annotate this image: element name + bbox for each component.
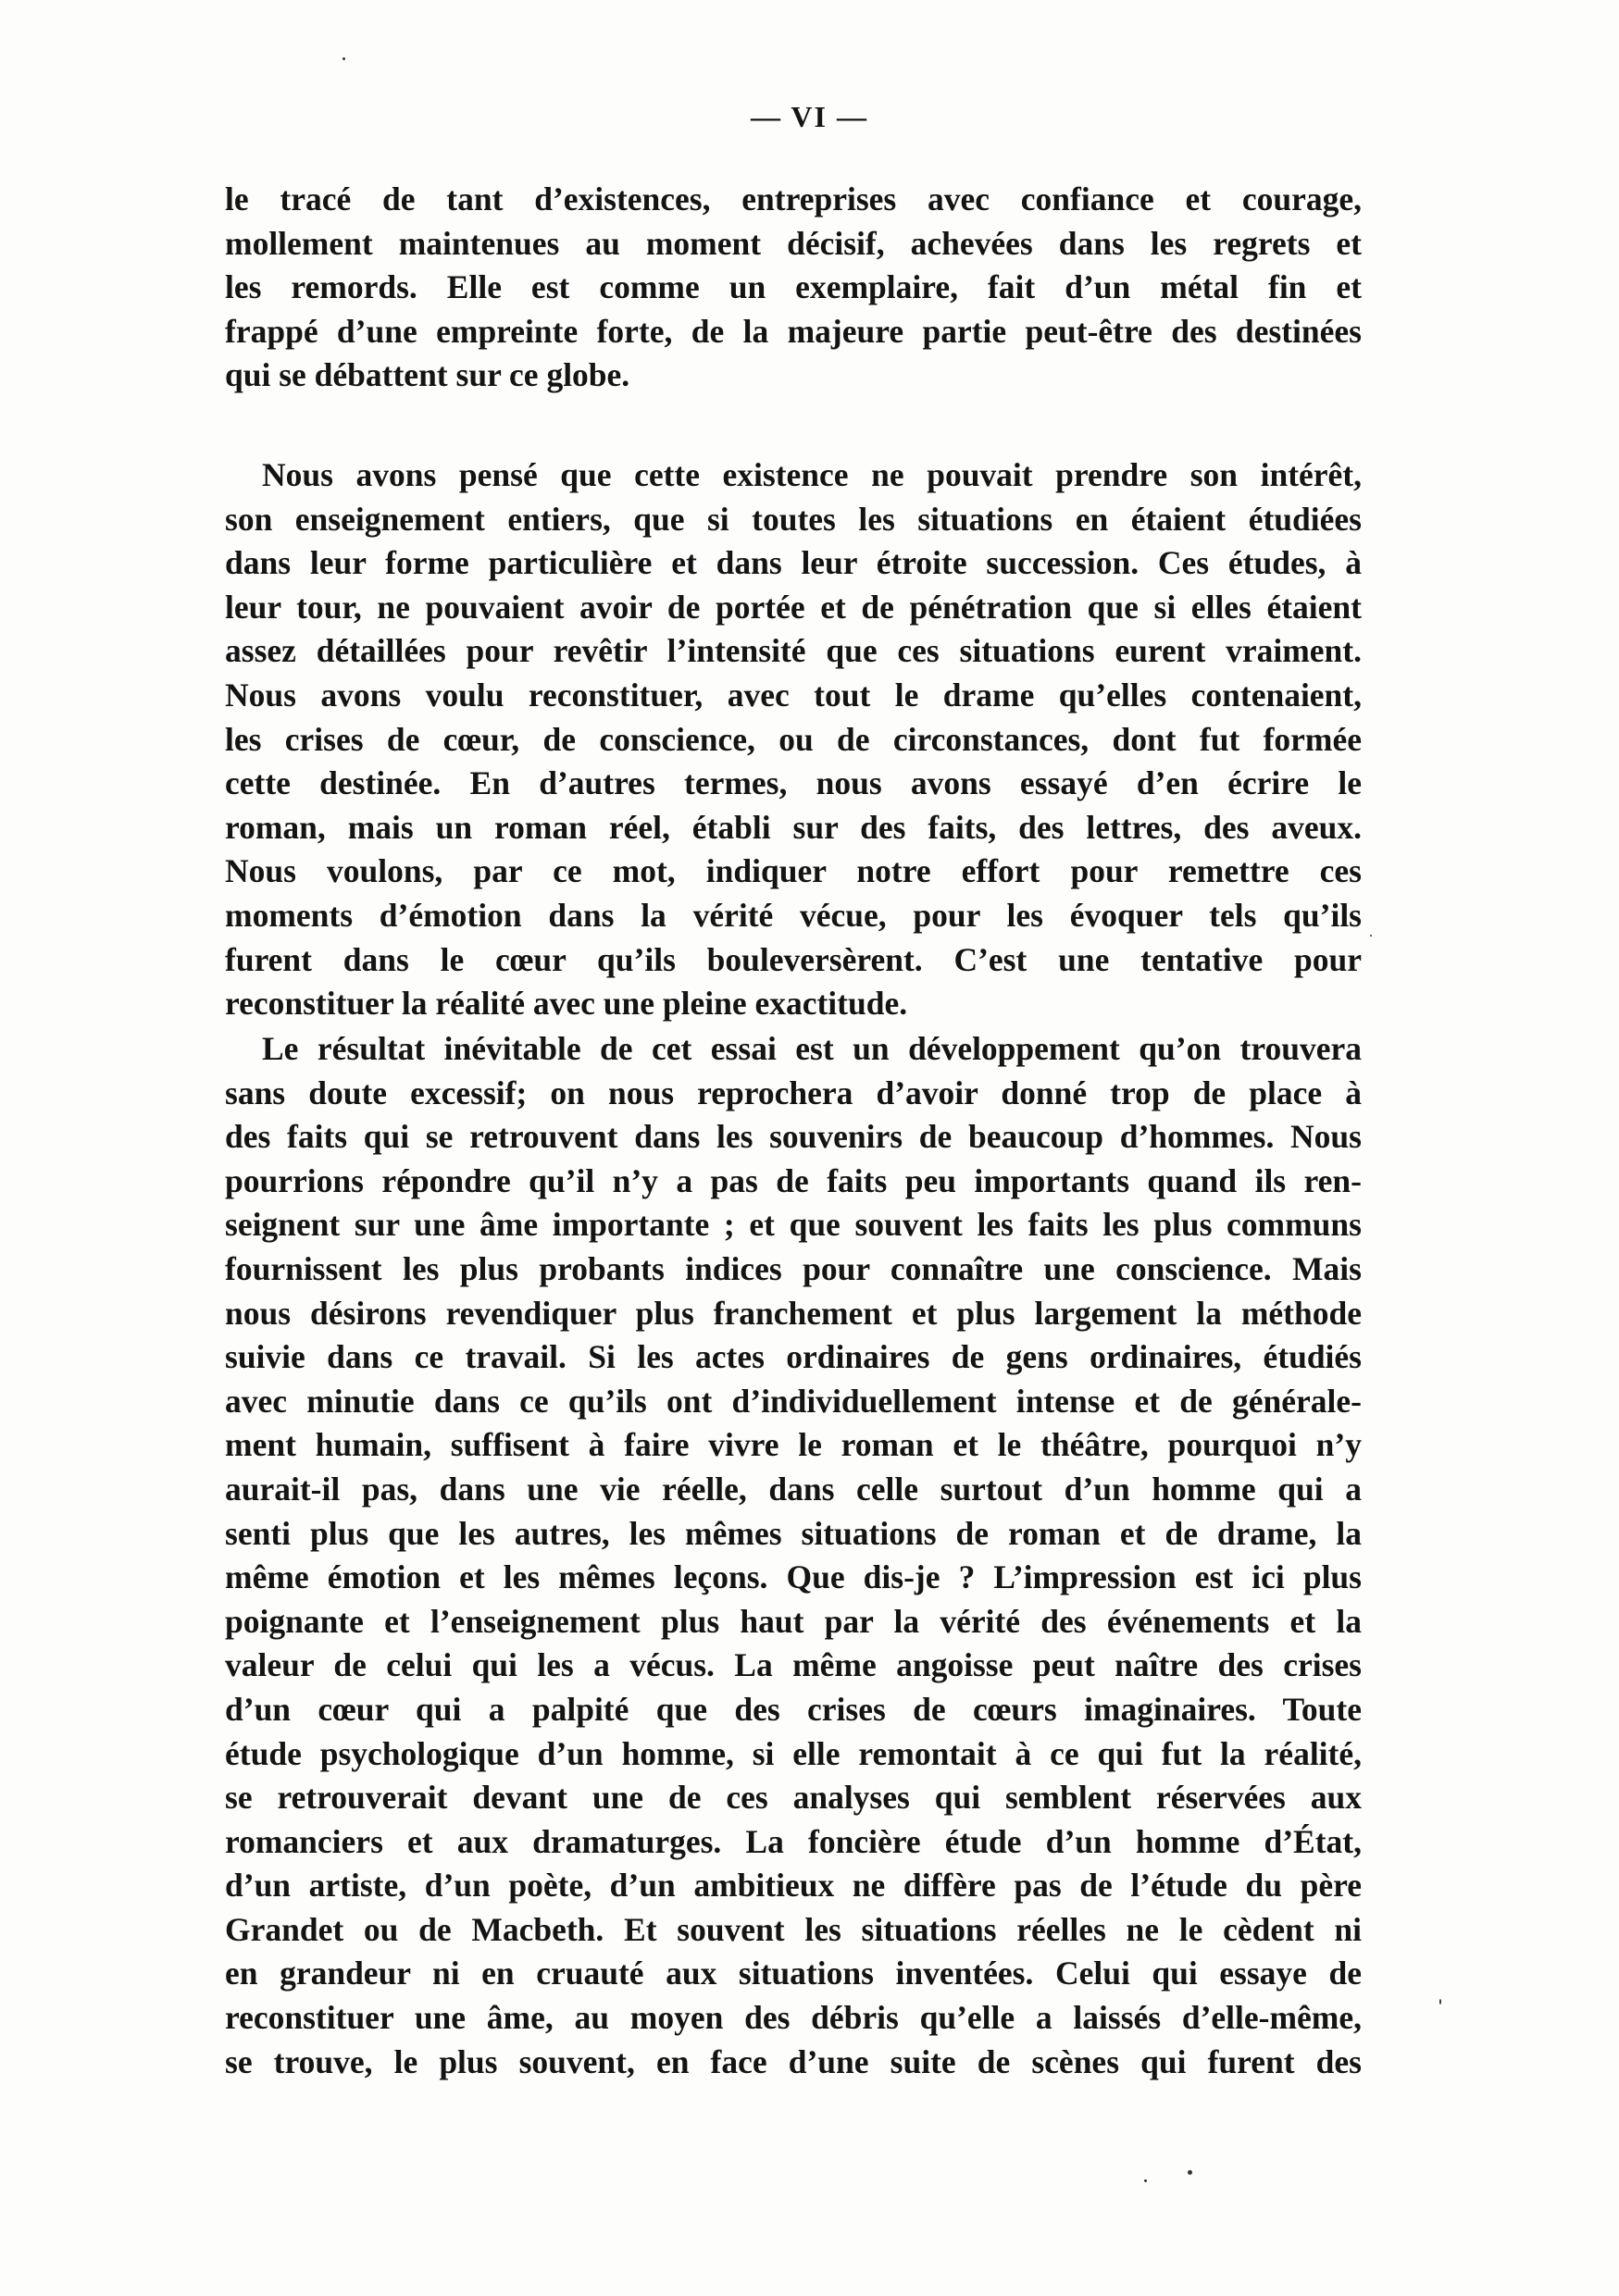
text-line: fournissent les plus probants indices pour connaître une conscience. Mais <box>225 1249 1362 1287</box>
text-line: ment humain, suffisent à faire vivre le roman et le théâtre, pourquoi n’y <box>225 1426 1362 1464</box>
text-line: Le résultat inévitable de cet essai est un développement qu’on trouvera <box>262 1030 1362 1067</box>
text-line: Nous voulons, par ce mot, indiquer notre effort pour remettre ces <box>225 852 1362 890</box>
text-line: d’un cœur qui a palpité que des crises de cœurs imaginaires. Toute <box>225 1690 1362 1728</box>
text-line: se trouve, le plus souvent, en face d’une suite de scènes qui furent des <box>225 2042 1362 2080</box>
text-line: nous désirons revendiquer plus franchement et plus largement la méthode <box>225 1294 1362 1332</box>
text-line: seignent sur une âme importante ; et que souvent les faits les plus communs <box>225 1206 1362 1244</box>
text-line: assez détaillées pour revêtir l’intensité que ces situations eurent vraiment. <box>225 632 1362 670</box>
text-line: roman, mais un roman réel, établi sur des faits, des lettres, des aveux. <box>225 808 1362 846</box>
text-line: valeur de celui qui les a vécus. La même angoisse peut naître des crises <box>225 1646 1362 1684</box>
text-line: Nous avons voulu reconstituer, avec tout le drame qu’elles contenaient, <box>225 676 1362 714</box>
page-number: — VI — <box>751 100 868 133</box>
text-line: les remords. Elle est comme un exemplaire, fait d’un métal fin et <box>225 268 1362 306</box>
print-speck <box>342 57 345 60</box>
text-line: se retrouverait devant une de ces analyses qui semblent réservées aux <box>225 1779 1362 1817</box>
text-line: mollement maintenues au moment décisif, achevées dans les regrets et <box>225 224 1362 262</box>
text-line: poignante et l’enseignement plus haut par la vérité des événements et la <box>225 1602 1362 1640</box>
text-line: Grandet ou de Macbeth. Et souvent les situations réelles ne le cèdent ni <box>225 1910 1362 1948</box>
text-line: reconstituer la réalité avec une pleine exactitude. <box>225 985 908 1023</box>
text-line: aurait-il pas, dans une vie réelle, dans celle surtout d’un homme qui a <box>225 1470 1362 1508</box>
text-line: même émotion et les mêmes leçons. Que dis-je ? L’impression est ici plus <box>225 1558 1362 1596</box>
text-line: moments d’émotion dans la vérité vécue, pour les évoquer tels qu’ils <box>225 896 1362 934</box>
text-line: cette destinée. En d’autres termes, nous avons essayé d’en écrire le <box>225 764 1362 802</box>
text-line: leur tour, ne pouvaient avoir de portée et de pénétration que si elles étaient <box>225 588 1362 626</box>
text-line: des faits qui se retrouvent dans les souvenirs de beaucoup d’hommes. Nous <box>225 1118 1362 1156</box>
print-speck <box>1370 935 1372 937</box>
text-line: en grandeur ni en cruauté aux situations inventées. Celui qui essaye de <box>225 1955 1362 1992</box>
text-line: le tracé de tant d’existences, entreprises avec confiance et courage, <box>225 180 1362 217</box>
text-line: qui se débattent sur ce globe. <box>225 356 630 394</box>
text-line: d’un artiste, d’un poète, d’un ambitieux ne diffère pas de l’étude du père <box>225 1867 1362 1905</box>
text-line: dans leur forme particulière et dans leur étroite succession. Ces études, à <box>225 544 1362 582</box>
text-line: frappé d’une empreinte forte, de la majeure partie peut-être des destinées <box>225 312 1362 350</box>
text-line: sans doute excessif; on nous reprochera d’avoir donné trop de place à <box>225 1074 1362 1111</box>
print-speck <box>1188 2170 1192 2175</box>
text-line: romanciers et aux dramaturges. La foncière étude d’un homme d’État, <box>225 1822 1362 1860</box>
text-line: furent dans le cœur qu’ils bouleversèrent. C’est une tentative pour <box>225 940 1362 978</box>
text-line: son enseignement entiers, que si toutes les situations en étaient étudiées <box>225 500 1362 538</box>
paragraph-result <box>225 1027 1362 2084</box>
text-line: suivie dans ce travail. Si les actes ordinaires de gens ordinaires, étudiés <box>225 1338 1362 1376</box>
text-line: avec minutie dans ce qu’ils ont d’individuellement intense et de générale- <box>225 1382 1362 1420</box>
paragraph-continuation <box>225 178 1362 398</box>
text-line: pourrions répondre qu’il n’y a pas de faits peu importants quand ils ren- <box>225 1161 1362 1199</box>
text-line: Nous avons pensé que cette existence ne pouvait prendre son intérêt, <box>262 456 1362 493</box>
text-line: reconstituer une âme, au moyen des débris qu’elle a laissés d’elle-même, <box>225 1999 1362 2037</box>
text-line: étude psychologique d’un homme, si elle remontait à ce qui fut la réalité, <box>225 1734 1362 1772</box>
text-line: les crises de cœur, de conscience, ou de circonstances, dont fut formée <box>225 720 1362 758</box>
print-speck <box>1439 1999 1441 2004</box>
print-speck <box>1144 2179 1147 2182</box>
text-line: senti plus que les autres, les mêmes situations de roman et de drame, la <box>225 1514 1362 1552</box>
paragraph-method <box>225 453 1362 1026</box>
